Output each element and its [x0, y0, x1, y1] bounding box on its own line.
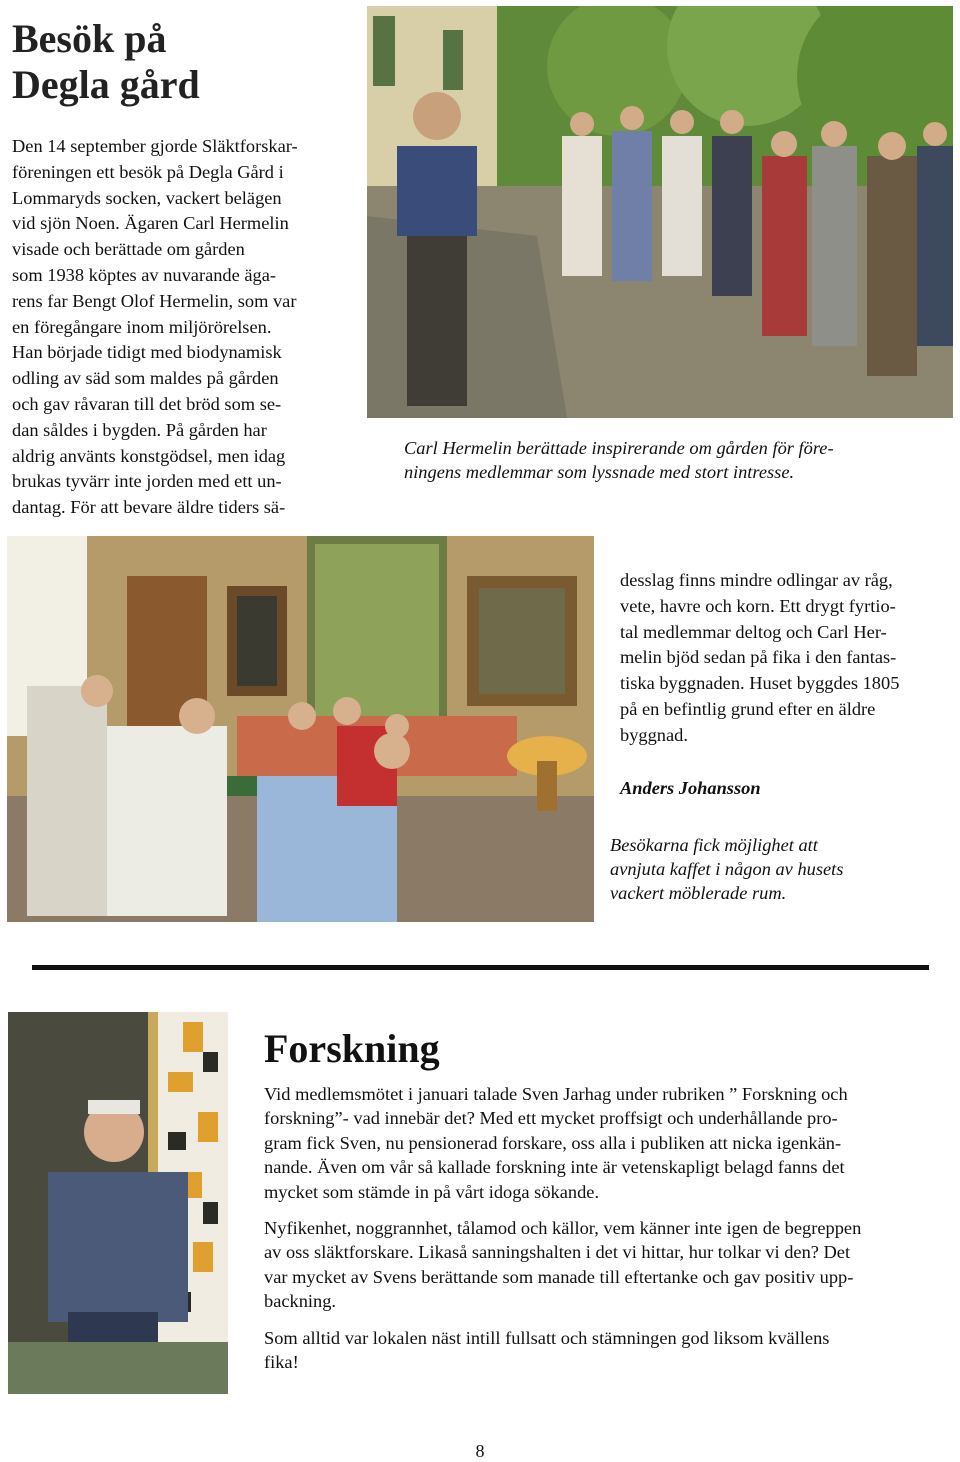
body-line: rens far Bengt Olof Hermelin, som var: [12, 290, 297, 311]
body-line: byggnad.: [620, 724, 688, 745]
body-line: backning.: [264, 1291, 337, 1312]
caption-line: ningens medlemmar som lyssnade med stort intresse.: [404, 462, 795, 482]
caption-line: avnjuta kaffet i någon av husets: [610, 859, 844, 879]
section-divider: [32, 965, 929, 970]
body-line: brukas tyvärr inte jorden med ett un-: [12, 471, 282, 492]
body-line: dan såldes i bygden. På gården har: [12, 419, 267, 440]
caption-line: Besökarna fick möjlighet att: [610, 835, 818, 855]
body-line: Vid medlemsmötet i januari talade Sven Jarhag under rubriken ” Forskning och: [264, 1084, 848, 1104]
article-title: [12, 16, 352, 108]
body-line: gram fick Sven, nu pensionerad forskare, oss alla i publiken att nicka igenkän-: [264, 1132, 842, 1153]
section-title-forskning: Forskning: [264, 1026, 440, 1071]
body-line: Den 14 september gjorde Släktforskar-: [12, 136, 298, 156]
caption-line: vackert möblerade rum.: [610, 883, 787, 903]
body-line: var mycket av Svens berättande som manade till eftertanke och gav positiv upp-: [264, 1266, 854, 1287]
article-body-column2: [620, 568, 950, 749]
article-title-line1: Besök på: [12, 16, 167, 61]
body-line: föreningen ett besök på Degla Gård i: [12, 161, 284, 182]
article-author: Anders Johansson: [620, 778, 761, 798]
body-line: som 1938 köptes av nuvarande äga-: [12, 264, 277, 285]
body-line: Lommaryds socken, vackert belägen: [12, 187, 282, 208]
body-line: vid sjön Noen. Ägaren Carl Hermelin: [12, 213, 289, 234]
body-line: Han började tidigt med biodynamisk: [12, 342, 282, 363]
body-line: fika!: [264, 1352, 299, 1373]
body-line: dantag. För att bevare äldre tiders sä-: [12, 497, 286, 518]
body-line: nande. Även om vår så kallade forskning inte är vetenskapligt belagd fanns det: [264, 1157, 845, 1178]
body-line: och gav råvaran till det bröd som se-: [12, 393, 282, 414]
photo-coffee-room: [7, 536, 594, 922]
body-line: aldrig använts konstgödsel, men idag: [12, 445, 286, 466]
body-line: en föregångare inom miljörörelsen.: [12, 316, 272, 337]
body-line: desslag finns mindre odlingar av råg,: [620, 570, 893, 590]
body-line: visade och berättade om gården: [12, 239, 245, 260]
body-line: Nyfikenhet, noggrannhet, tålamod och källor, vem känner inte igen de begreppen: [264, 1218, 862, 1239]
body-line: Som alltid var lokalen näst intill fullsatt och stämningen god liksom kvällens: [264, 1327, 830, 1348]
article-body-column1: [12, 134, 357, 521]
article-title-line2: Degla gård: [12, 62, 200, 107]
forskning-body: [264, 1082, 954, 1386]
paragraph-3: [264, 1326, 954, 1375]
body-line: av oss släktforskare. Likaså sanningshalten i det vi hittar, hur tolkar vi den? Det: [264, 1242, 851, 1263]
photo-caption-outdoors: [404, 436, 944, 484]
paragraph-1: [264, 1082, 954, 1204]
paragraph-2: [264, 1216, 954, 1314]
photo-speaker: [8, 1012, 228, 1394]
body-line: vete, havre och korn. Ett drygt fyrtio-: [620, 595, 896, 616]
body-line: tiska byggnaden. Huset byggdes 1805: [620, 673, 900, 694]
body-line: tal medlemmar deltog och Carl Her-: [620, 621, 887, 642]
body-line: odling av säd som maldes på gården: [12, 368, 279, 389]
photo-caption-coffee: [610, 833, 940, 905]
body-line: melin bjöd sedan på fika i den fantas-: [620, 647, 897, 668]
body-line: forskning”- vad innebär det? Med ett mycket proffsigt och underhållande pro-: [264, 1108, 838, 1129]
photo-group-outdoors: [367, 6, 953, 418]
body-line: mycket som stämde in på vårt idoga sökande.: [264, 1181, 600, 1202]
caption-line: Carl Hermelin berättade inspirerande om gården för före-: [404, 438, 834, 458]
page-number: 8: [475, 1441, 485, 1461]
body-line: på en befintlig grund efter en äldre: [620, 698, 876, 719]
